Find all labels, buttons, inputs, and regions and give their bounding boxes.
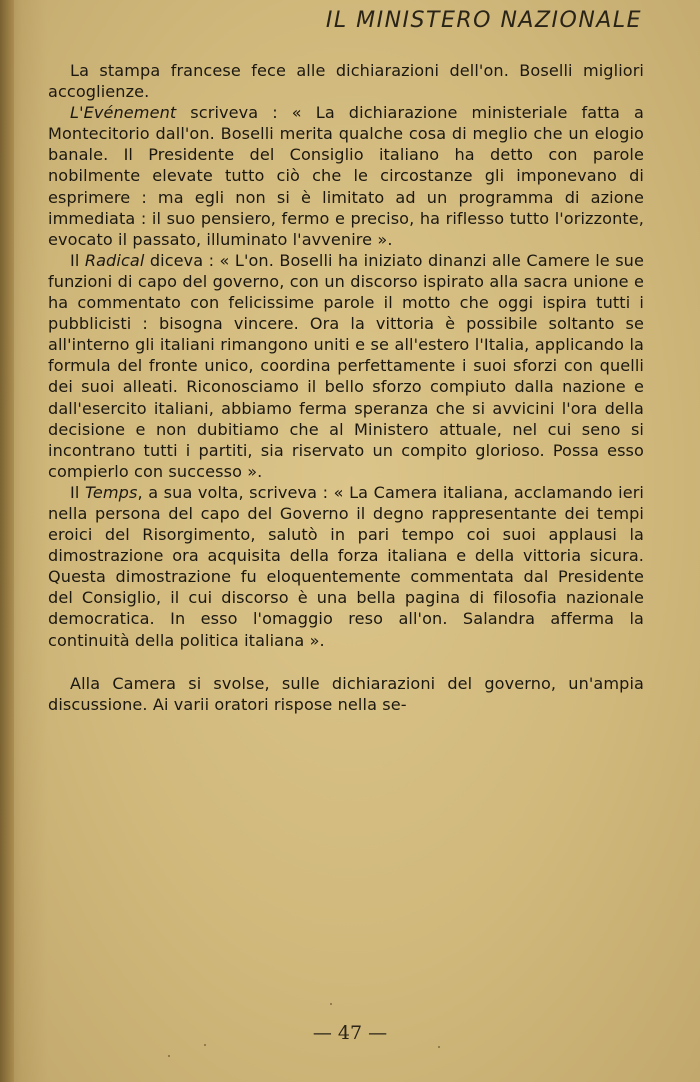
paragraph-4 bbox=[48, 482, 644, 651]
paper-speck bbox=[204, 1044, 206, 1046]
paragraph-prefix: Il bbox=[70, 482, 85, 502]
paragraph-prefix: Il bbox=[70, 250, 85, 270]
paragraph-text: scriveva : « La dichiarazione ministeriale fatta a Montecitorio dall'on. Boselli merita qualche cosa di meglio che un elogio banale. Il Presidente del Consiglio italiano ha detto con parole nobilmente elevate tutto ciò che le circostanze gli imponevano di esprimere : ma egli non si è limitato ad un programma di azione immediata : il suo pensiero, fermo e preciso, ha riflesso tutto l'orizzonte, evocato il passato, illuminato l'avvenire ». bbox=[48, 103, 644, 249]
paragraph-3 bbox=[48, 250, 644, 482]
paper-speck bbox=[330, 1003, 332, 1005]
paragraph-text: La stampa francese fece alle dichiarazioni dell'on. Boselli migliori accoglienze. bbox=[48, 61, 644, 102]
paragraph-5 bbox=[48, 673, 644, 715]
source-title: Radical bbox=[84, 250, 145, 270]
page-number: — 47 — bbox=[312, 1022, 388, 1044]
paragraph-2 bbox=[48, 102, 644, 250]
paragraph-text: Alla Camera si svolse, sulle dichiarazioni del governo, un'ampia discussione. Ai varii oratori rispose nella se- bbox=[48, 673, 644, 714]
paragraph-text: diceva : « L'on. Boselli ha iniziato dinanzi alle Camere le sue funzioni di capo del governo, con un discorso ispirato alla sacra unione e ha commentato con felicissime parole il motto che oggi ispira tutti i pubblicisti : bisogna vincere. Ora la vittoria è possibile soltanto se all'interno gli italiani rimangono uniti e se all'estero l'Italia, applicando la formula del fronte unico, coordina perfettamente i suoi sforzi con quelli dei suoi alleati. Riconosciamo il bello sforzo compiuto dalla nazione e dall'esercito italiani, abbiamo ferma speranza che si avvicini l'ora della decisione e non dubitiamo che al Ministero attuale, nel cui seno si incontrano tutti i partiti, sia riservato un compito glorioso. Possa esso compierlo con successo ». bbox=[48, 250, 644, 481]
paper-speck bbox=[438, 1046, 440, 1048]
source-title: L'Evénement bbox=[70, 103, 177, 123]
paper-speck bbox=[168, 1055, 170, 1057]
paragraph-text: , a sua volta, scriveva : « La Camera italiana, acclamando ieri nella persona del capo del Governo il degno rappresentante dei tempi eroici del Risorgimento, salutò in pari tempo coi suoi applausi la dimostrazione ora acquisita della forza italiana e della vittoria sicura. Questa dimostrazione fu eloquentemente commentata dal Presidente del Consiglio, il cui discorso è una bella pagina di filosofia nazionale democratica. In esso l'omaggio reso all'on. Salandra afferma la continuità della politica italiana ». bbox=[48, 482, 645, 650]
running-header: IL MINISTERO NAZIONALE bbox=[325, 8, 642, 33]
paragraph-1 bbox=[48, 60, 644, 102]
source-title: Temps bbox=[84, 482, 138, 502]
page-binding-edge bbox=[0, 0, 14, 1082]
body-text bbox=[48, 60, 644, 715]
